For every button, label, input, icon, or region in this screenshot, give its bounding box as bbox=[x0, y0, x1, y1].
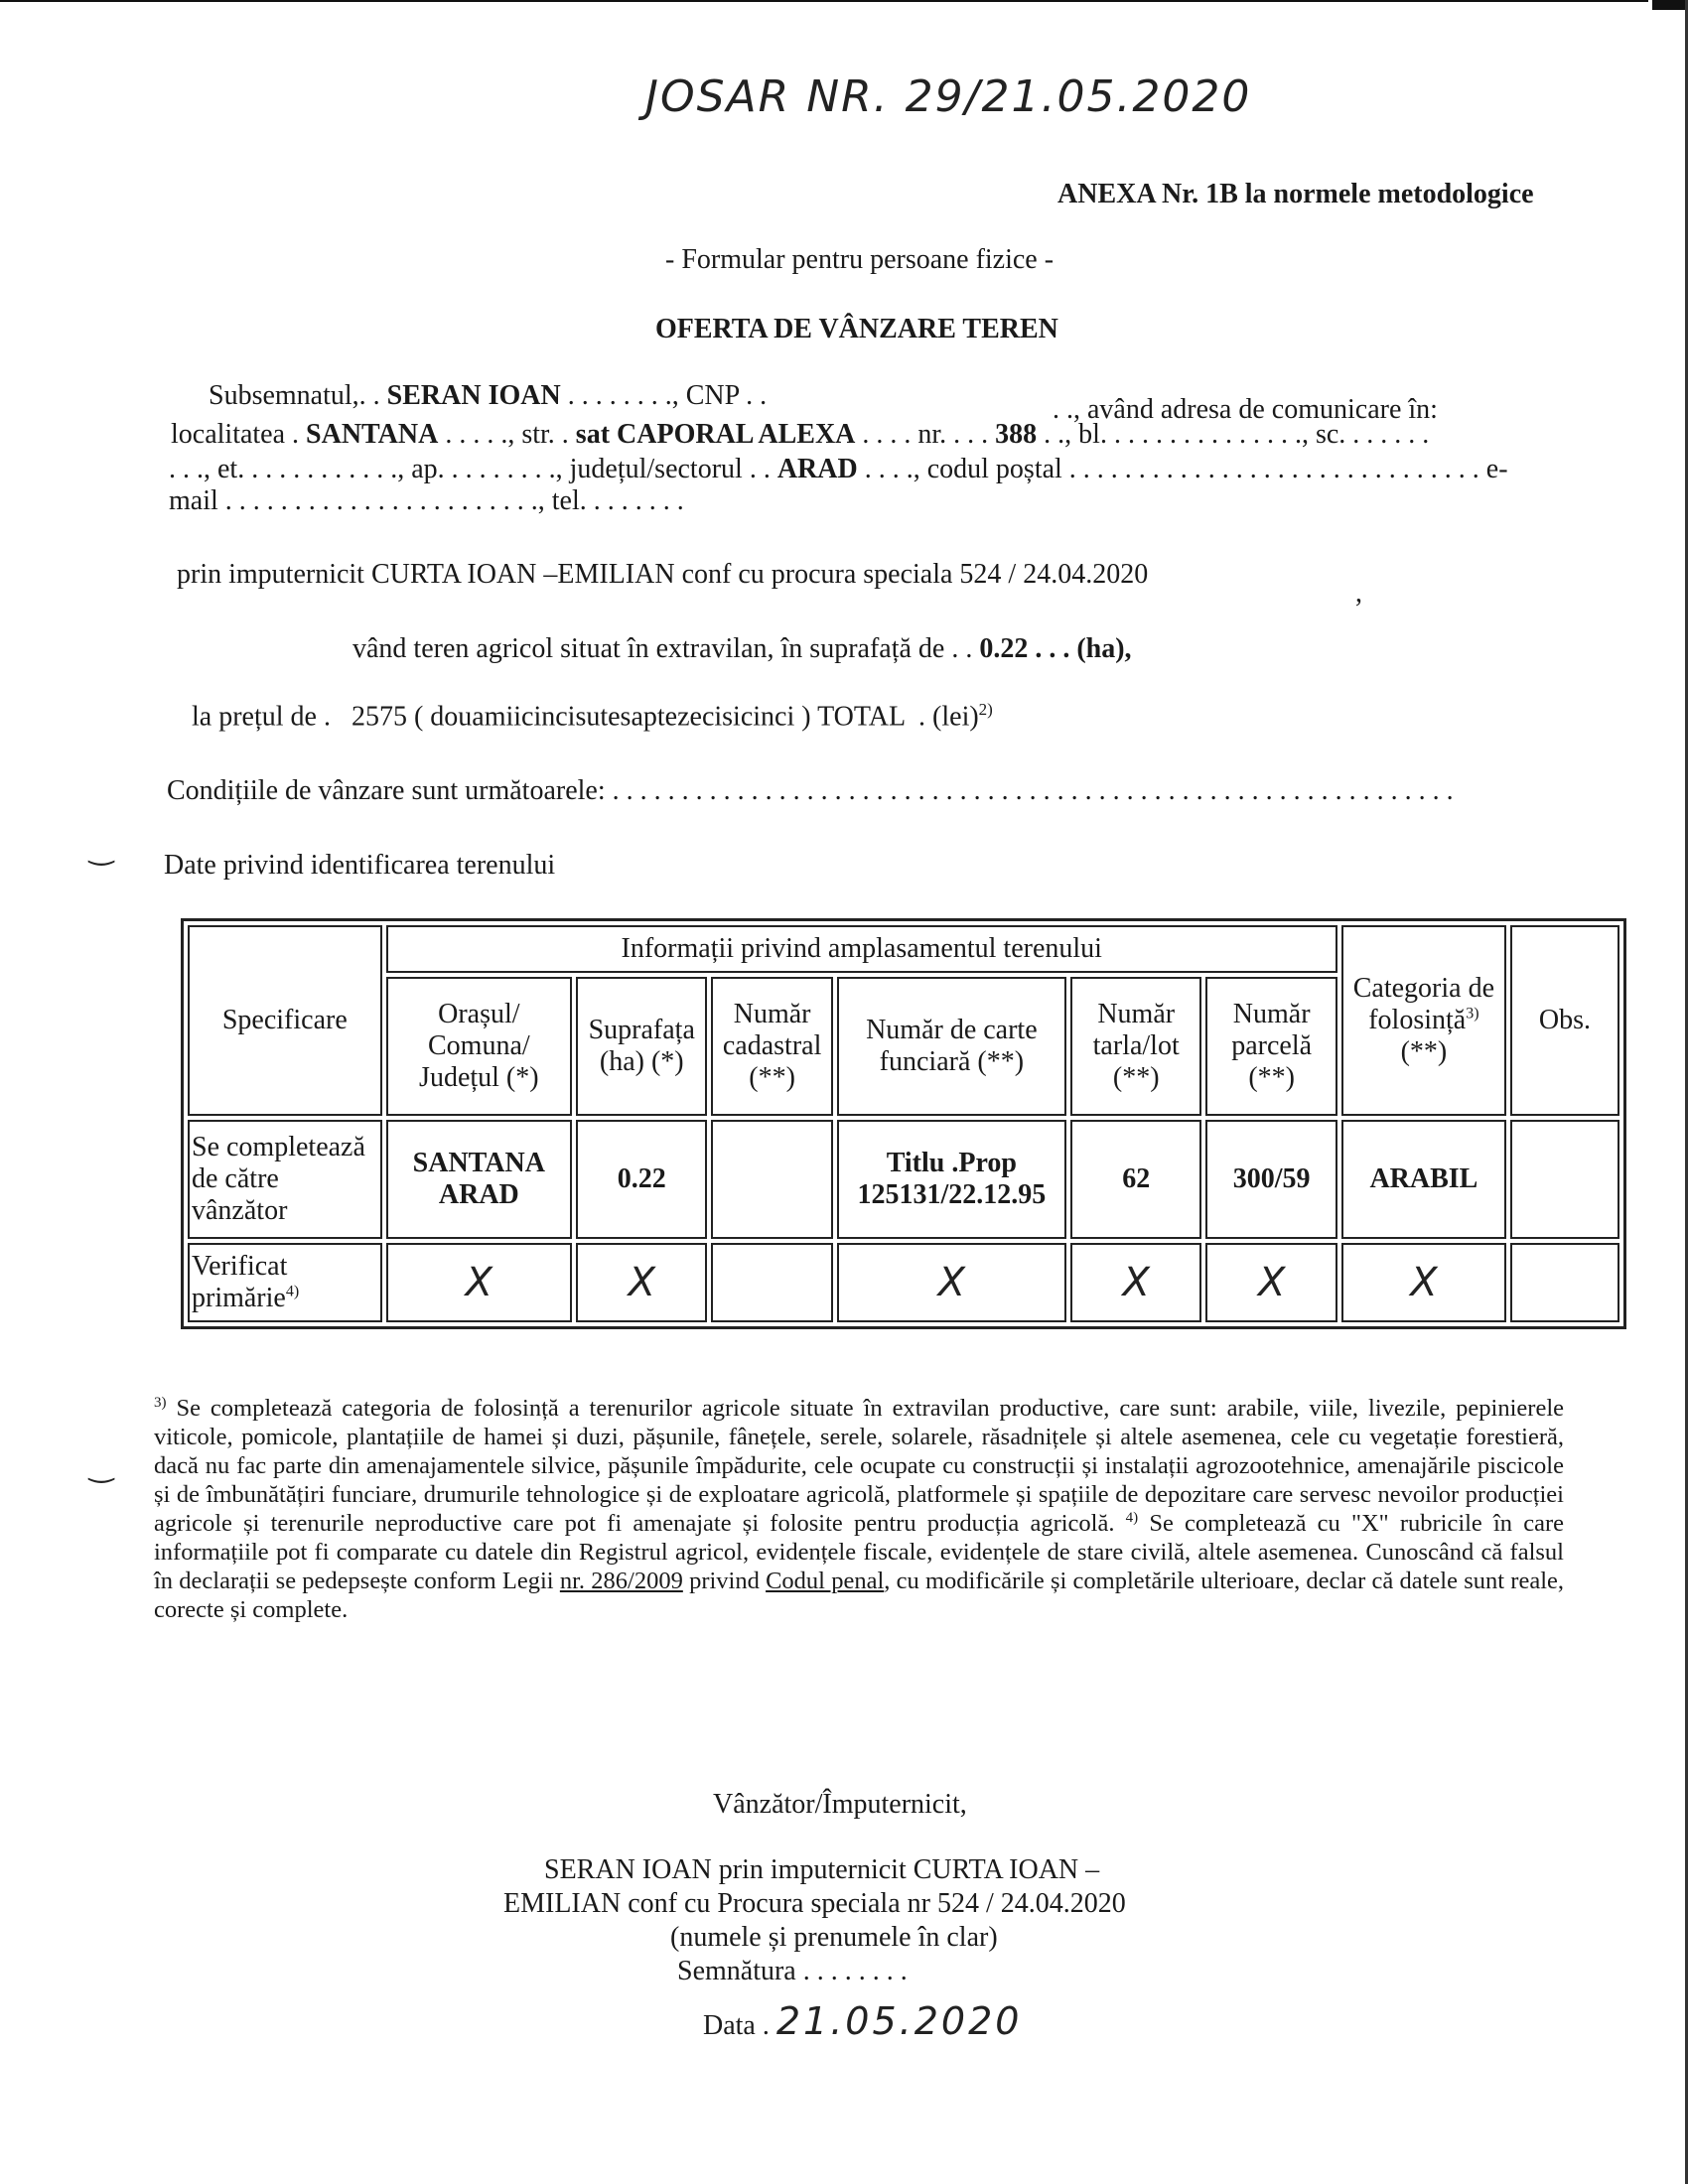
proxy-comma: , bbox=[1355, 578, 1362, 609]
price-prefix: la prețul de . bbox=[192, 701, 331, 733]
header-specification: Specificare bbox=[188, 925, 382, 1116]
check-mark-land-book: X bbox=[837, 1243, 1066, 1322]
cnp-label: . . . . . . . ., CNP . . bbox=[567, 380, 768, 411]
row-label-town-hall-text: Verificat primărie bbox=[192, 1250, 288, 1313]
conditions-line: Condițiile de vânzare sunt următoarele: . . . . . . . . . . . . . . . . . . . . . . . . . . . . . . . . . . . . . . . . . . . . . . . . . . . . . . . . . . . . . bbox=[167, 775, 1454, 806]
header-tarla: Număr tarla/lot (**) bbox=[1070, 977, 1201, 1116]
law-reference-link[interactable]: nr. 286/2009 bbox=[559, 1567, 683, 1594]
county-value: ARAD bbox=[776, 454, 858, 484]
header-land-book: Număr de carte funciară (**) bbox=[837, 977, 1066, 1116]
footnotes bbox=[154, 1395, 1564, 1625]
price-value: 2575 ( douamiicincisutesaptezecisicinci ) TOTAL bbox=[351, 701, 906, 733]
row-label-town-hall bbox=[188, 1243, 382, 1322]
footnote-4-end: , cu modificările și completările ulterioare, declar că datele sunt reale, corecte și complete. bbox=[154, 1567, 1564, 1623]
proxy-statement: prin imputernicit CURTA IOAN –EMILIAN conf cu procura speciala 524 / 24.04.2020 bbox=[177, 559, 1149, 590]
footnote-4-mid: privind bbox=[689, 1567, 760, 1594]
check-mark-area: X bbox=[576, 1243, 707, 1322]
land-identification-table bbox=[181, 918, 1626, 1329]
street-value: sat CAPORAL ALEXA bbox=[575, 419, 856, 450]
locality-label: localitatea . bbox=[171, 419, 300, 450]
handwritten-registration-number: JOSAR NR. 29/21.05.2020 bbox=[645, 71, 1252, 122]
signature-field: Semnătura . . . . . . . . bbox=[677, 1956, 908, 1986]
header-cadastral: Număr cadastral (**) bbox=[711, 977, 832, 1116]
check-mark-cadastral bbox=[711, 1243, 832, 1322]
check-mark-tarla: X bbox=[1070, 1243, 1201, 1322]
identification-heading: Date privind identificarea terenului bbox=[164, 850, 556, 881]
cell-city: SANTANA ARAD bbox=[386, 1120, 572, 1239]
postal-code-label: . . . ., codul poștal . . . . . . . . . . . . . . . . . . . . . . . . . . . . . . e- bbox=[864, 454, 1508, 484]
check-mark-obs bbox=[1510, 1243, 1619, 1322]
header-obs: Obs. bbox=[1510, 925, 1619, 1116]
seller-name: SERAN IOAN bbox=[386, 380, 561, 411]
header-use-category-label: Categoria de folosință bbox=[1352, 972, 1495, 1035]
seller-line-1 bbox=[209, 380, 767, 412]
table-row-town-hall bbox=[188, 1243, 1619, 1322]
date-field bbox=[703, 1999, 1022, 2043]
table-row-seller bbox=[188, 1120, 1619, 1239]
handwritten-date: 21.05.2020 bbox=[775, 1999, 1023, 2043]
header-area: Suprafața (ha) (*) bbox=[576, 977, 707, 1116]
signature-name-hint: (numele și prenumele în clar) bbox=[670, 1922, 998, 1953]
header-city: Orașul/ Comuna/ Județul (*) bbox=[386, 977, 572, 1116]
check-mark-category: X bbox=[1341, 1243, 1506, 1322]
area-suffix: . . . (ha), bbox=[1035, 633, 1132, 664]
cell-cadastral bbox=[711, 1120, 832, 1239]
header-use-category-ref: 3) bbox=[1466, 1005, 1479, 1023]
document-title: OFERTA DE VÂNZARE TEREN bbox=[655, 314, 1058, 344]
seller-line-4: mail . . . . . . . . . . . . . . . . . . . . . . ., tel. . . . . . . . bbox=[169, 485, 684, 516]
annex-reference: ANEXA Nr. 1B la normele metodologice bbox=[1057, 179, 1534, 209]
cell-tarla: 62 bbox=[1070, 1120, 1201, 1239]
nr-value: 388 bbox=[995, 419, 1038, 450]
scan-top-border bbox=[0, 0, 1648, 2]
signature-name-line-2: EMILIAN conf cu Procura speciala nr 524 / 24.04.2020 bbox=[503, 1888, 1126, 1919]
margin-mark-2: ‿ bbox=[89, 1449, 114, 1484]
signature-role: Vânzător/Împuternicit, bbox=[713, 1789, 967, 1820]
table-header-row-1 bbox=[188, 925, 1619, 973]
cell-category: ARABIL bbox=[1341, 1120, 1506, 1239]
seller-intro: Subsemnatul,. . bbox=[209, 380, 380, 411]
check-mark-city: X bbox=[386, 1243, 572, 1322]
form-type-label: - Formular pentru persoane fizice - bbox=[665, 244, 1055, 275]
scan-corner-mark bbox=[1652, 0, 1688, 10]
street-label: . . . . ., str. . bbox=[445, 419, 569, 450]
bl-sc-label: . ., bl. . . . . . . . . . . . . . ., sc. . . . . . . bbox=[1044, 419, 1430, 450]
price-statement bbox=[192, 700, 993, 733]
area-prefix: vând teren agricol situat în extravilan, în suprafață de . . bbox=[352, 633, 973, 664]
price-suffix: . (lei) bbox=[918, 701, 979, 733]
date-label: Data . bbox=[703, 2010, 770, 2041]
seller-line-3 bbox=[169, 454, 1508, 485]
cell-land-book: Titlu .Prop 125131/22.12.95 bbox=[837, 1120, 1066, 1239]
cell-parcel: 300/59 bbox=[1205, 1120, 1336, 1239]
price-footnote-ref: 2) bbox=[978, 700, 993, 719]
margin-mark: ‿ bbox=[89, 832, 114, 867]
header-parcel: Număr parcelă (**) bbox=[1205, 977, 1336, 1116]
row-label-seller: Se completează de către vânzător bbox=[188, 1120, 382, 1239]
footnote-4-text: Se completează cu "X" rubricile în care informațiile pot fi comparate cu datele din Registrul agricol, evidențele fiscale, evidențele de stare civilă, altele asemenea. Cunoscând că falsul în declarații se pedepsește conform Legii bbox=[154, 1509, 1565, 1594]
floor-apt-county-label: . . ., et. . . . . . . . . . . ., ap. . . . . . . . ., județul/sectorul . . bbox=[169, 454, 771, 484]
nr-label: . . . . nr. . . . bbox=[862, 419, 989, 450]
locality-value: SANTANA bbox=[306, 419, 439, 450]
penal-code-link[interactable]: Codul penal bbox=[766, 1567, 885, 1594]
footnote-3-text: Se completează categoria de folosință a terenurilor agricole situate în extravilan productive, care sunt: arabile, viile, livezile, pepinierele viticole, pomicole, plantațiile de hamei și duzi, pășunile, fânețele, serele, solarele, răsadnițele și altele asemenea, cele cu vegetație forestieră, dacă nu fac parte din amenajamentele silvice, pășunile împădurite, cele ocupate cu construcții și instalații agrozootehnice, amenajările piscicole și de îmbunătățiri funciare, drumurile tehnologice și de exploatare agricolă, platformele și spațiile de depozitare care servesc nevoilor producției agricole și terenurile neproductive care pot fi amenajate și folosite pentru producția agricolă. bbox=[154, 1395, 1565, 1537]
header-use-category-tail: (**) bbox=[1400, 1036, 1448, 1068]
row-label-town-hall-ref: 4) bbox=[285, 1283, 300, 1300]
footnote-4-marker: 4) bbox=[1125, 1509, 1139, 1526]
seller-line-2 bbox=[171, 419, 1429, 451]
area-statement bbox=[352, 633, 1132, 665]
area-value: 0.22 bbox=[979, 633, 1029, 664]
seller-address-intro: . ., având adresa de comunicare în: bbox=[1053, 394, 1438, 425]
cell-area: 0.22 bbox=[576, 1120, 707, 1239]
check-mark-parcel: X bbox=[1205, 1243, 1336, 1322]
cell-obs bbox=[1510, 1120, 1619, 1239]
signature-name-line-1: SERAN IOAN prin imputernicit CURTA IOAN – bbox=[544, 1854, 1100, 1885]
header-location-group: Informații privind amplasamentul terenului bbox=[386, 925, 1337, 973]
header-use-category bbox=[1341, 925, 1506, 1116]
footnote-3-marker: 3) bbox=[154, 1395, 167, 1411]
